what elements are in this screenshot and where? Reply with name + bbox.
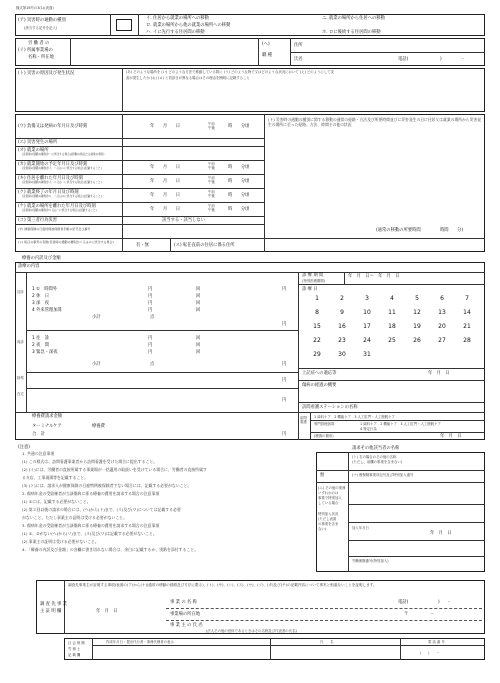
unit-points-a: 点 [150,315,155,320]
item-a-4: 4 外来管理加算 [32,308,62,313]
unit-yen-b2: 円 [148,343,153,348]
other-business-label-1: (ニ) その他の業務 [318,486,346,490]
employer-label-1: 労 働 者 の [28,41,50,46]
item-b-1: 1 往 診 [32,336,49,341]
insurance-field[interactable] [126,226,262,237]
unit-yen-right-5: 円 [282,398,287,403]
name-field[interactable] [312,54,392,65]
unit-yen-3: 円 [148,301,153,306]
visit-station-label: 訪問看護ステーションの名称 [302,405,358,410]
note-line-13: 4. 「療養の内訳及び金額」の各欄に書き切れない場合は、余白に記載するか、別紙を添付すること。 [22,547,199,552]
calendar-day-24[interactable]: 24 [363,337,371,344]
footer-col-a: 作成年月日・提出代行者・事務代理者の表示 [106,640,174,644]
phone-dash: - [462,57,464,62]
commute-option-ha: ハ. イに先行する住居間の移動 [146,30,205,35]
calendar-day-6[interactable]: 6 [440,295,444,302]
certify-date[interactable]: 年 月 日 [96,609,118,614]
certify-side-label-2: 主 証 明 欄 [40,609,62,614]
commute-type-label: (ア) 災害時の通勤の種別 [18,18,66,23]
cause-instruction-2: 害が発生したか (お) (ロ) と初診日が異なる場合はその理由を簡明に記載すること [126,76,250,80]
home-extra-label[interactable]: 4 特定行為 [360,427,377,431]
diag-period-label: 診 療 期 間 [302,273,324,278]
terminal-care-sublabel: 療養費 [92,424,105,429]
other-business-label-2: いずれかのは [318,491,339,495]
unit-times-b3: 回 [196,350,201,355]
start-hm[interactable]: 時 分頃 [228,165,250,170]
item-a-2: 2 休 日 [32,294,49,299]
note-line-8: (2) 第２回以後の請求の場合には、(ヘ)から(ト)まで、(リ)及び(ワ)については記載する必要 [22,507,181,512]
unit-yen-b3: 円 [148,350,153,355]
home-specialty-types[interactable]: 1 緑料ケア 2 機能ケア 3 人工肛門・人工膀胱ケア [360,422,441,426]
right-panel-title: 請求その他該当者の名称 [352,446,400,451]
unit-times-3: 回 [196,301,201,306]
none-option[interactable]: 無 [320,473,325,478]
calendar-day-27[interactable]: 27 [438,337,446,344]
form-number: 様式第16号の3(1)(表面) [16,6,54,10]
commute-type-input[interactable] [116,19,132,31]
site-label: (エ) 災害発生の場所 [18,140,58,145]
special-status-label-4: ない) [318,527,327,531]
insurance-label: (サ) 健康保険の日雇特例被保険者手帳の記号及び番号 [18,227,91,231]
special-status-label-2: (ただし表面 [318,517,337,521]
note-line-4: る支店、工事現場等を記載すること。 [22,475,89,480]
calendar-day-23[interactable]: 23 [338,337,346,344]
note-line-3: (2) (イ)には、労働者の直接所属する事業場が一括適用の取扱いを受けている場合に、労働者の直接所属す [22,467,207,472]
calendar-day-22[interactable]: 22 [313,337,321,344]
cause-label: (ト) 災害の原因及び発生状況 [18,71,75,76]
business-name-label: 事 業 の 名 称 [170,600,197,605]
injury-time-label: (ウ) 負傷又は発病の年月日及び時刻 [18,124,88,129]
business-phone-value[interactable]: ) - [438,600,450,605]
route-description-field[interactable] [268,138,482,226]
category-initial: 初診 [17,290,24,294]
calendar-day-4[interactable]: 4 [390,295,394,302]
terminal-care-label: ターミナルケア [32,424,62,429]
note-line-5: (3) (ト)には、請求人が健康保険の日雇特例被保険者でない場合には、記載する必要がないこと。 [22,483,192,488]
note-line-9: がないこと。ただし事業主の証明は受ける必要がないこと。 [22,515,128,520]
prior-address-label: (ス) 転任直前の住居に係る住所 [174,243,235,248]
calendar-day-13[interactable]: 13 [438,309,446,316]
special-insurance-no-label: 労働保険番号(特別加入) [352,559,389,563]
unit-yen-2: 円 [148,294,153,299]
normal-route-label: (通常の移動の所要時間 [376,228,421,233]
unit-yen-total: 円 [282,432,287,437]
calendar-day-17[interactable]: 17 [363,323,371,330]
other-business-label-4: している場合 [318,501,339,505]
leave-time-label: (キ) 住居を離れた年月日及び時刻 [18,176,83,181]
unit-times-b2: 回 [196,343,201,348]
end-time-hint: (災害時の通勤の種別がロ、ハ又はホに該当する場合は記載すること) [22,195,102,198]
leave-ampm[interactable]: 午前 午後 [208,176,215,184]
owner-name-label: 事 業 主 の 氏 名 [170,623,203,628]
injury-hm[interactable]: 時 分頃 [228,124,250,129]
injury-ampm[interactable]: 午前 午後 [208,122,215,130]
calendar-day-18[interactable]: 18 [388,323,396,330]
note-line-1: 1. 共通の注意事項 [22,451,55,456]
leave-work-label: (ケ) 就業の場所を離れた年月日及び時刻 [18,204,96,209]
calendar-day-12[interactable]: 12 [413,309,421,316]
unit-times-b1: 回 [196,336,201,341]
unit-times-4: 回 [196,308,201,313]
note-line-11: (1) ①、②がない(ヘ)から(リ)まで、(ヌ)及び(ワ)は記載する必要がないこと。 [22,531,157,536]
phone-label: 電話( [398,57,409,62]
calendar-day-16[interactable]: 16 [338,323,346,330]
footer-label-3: 記 載 欄 [68,653,81,657]
occupation-label: (ヘ) [262,42,270,47]
footer-col-c: 電 話 番 号 [428,640,445,644]
note-line-7: (1) ①には、記載する必要がないこと。 [22,499,91,504]
commute-option-ho: ホ. ロに後続する住居間の移動 [322,30,381,35]
owner-name-hint: (法人その他の団体であるときはその名称及び代表者の氏名) [206,629,297,633]
calendar-day-26[interactable]: 26 [413,337,421,344]
certify-block [36,580,485,634]
note-line-6: 2. 傷病年金の受給権者が当該傷病に係る療養の費用を請求する場合の注意事項 [22,491,160,496]
fee-claim-label: 療養費請求金額 [32,414,63,419]
certify-side-label-1: 調 査 先 事 業 [40,602,67,607]
commute-type-hint: (該当する記号を記入) [24,26,58,30]
total-label: 合 計 [32,432,45,437]
work-place-label: (オ) 就業の場所 [18,148,49,153]
name-label: 氏名 [294,57,303,62]
employer-name-address-field[interactable] [74,40,256,64]
occupation-sublabel: 職 種 [262,53,272,58]
cause-description-field[interactable] [126,82,482,110]
end-ampm[interactable]: 午前 午後 [208,190,215,198]
leave-date[interactable]: 年 月 日 [150,179,181,184]
end-time-label: (ク) 就業終了の年月日及び時刻 [18,190,79,195]
work-place-hint: (災害時の通勤の種別がハに該当する場合は移動の終点たる就業の場所) [22,153,105,156]
note-line-10: 3. 傷病年金の受給権者が当該傷病に係る療養の費用を請求する場合の注意事項 [22,523,160,528]
other-name-label: (ト) 右の場合のその他の名称 [352,455,397,459]
item-a-1: 1 ① 時間外 [32,287,58,292]
business-phone-label: 電話( [398,600,409,605]
calendar-day-10[interactable]: 10 [363,309,371,316]
employer-label-3: 名称・所在地 [28,55,54,60]
item-b-subtotal: 小計 [92,362,101,367]
address-label: 住所 [294,43,303,48]
special-status-label-1: 特別加入状況 [318,512,339,516]
transfer-choice[interactable]: 有・無 [136,243,149,248]
leave-work-ampm[interactable]: 午前 午後 [208,204,215,212]
postal-label: 〒 [404,612,409,617]
unit-yen-1: 円 [148,287,153,292]
unit-times-1: 回 [196,287,201,292]
third-party-choice[interactable]: 該当する・該当しない [162,218,205,223]
footer-label-2: 労 務 士 [68,647,81,651]
calendar-day-30[interactable]: 30 [338,351,346,358]
medical-subtitle: 診療の内容 [18,264,40,269]
footer-label-1: 社 会 保 険 [68,641,85,645]
other-name-hint: (ただし、前欄の事業を含まない) [352,460,403,464]
other-business-label-3: 事業で特別加入 [318,496,342,500]
normal-route-duration[interactable]: 時間 分) [440,228,464,233]
transfer-label: (シ) 転任の事実の有無(災害時の通勤の種別がニ又はホに該当する場合) [18,240,114,244]
medical-block [15,262,485,440]
commute-option-ro: ロ. 就業の場所から他の就業の場所への移動 [146,23,231,28]
postal-value[interactable]: － [430,612,435,617]
address-field[interactable] [312,40,482,51]
employer-label-2: (イ) 所属事業場の [18,48,53,53]
unit-yen-4: 円 [148,308,153,313]
injury-date[interactable]: 年 月 日 [150,124,181,129]
footer-col-b: 氏 名 [320,640,334,644]
unit-yen-right-1: 円 [282,287,287,292]
home-specialty-label: 専門管理加算 [314,422,335,426]
unit-yen-right-2: 円 [282,322,287,327]
outcome-date[interactable]: 年 月 日 [428,371,450,376]
home-fee-note: (療養の費用) [314,434,334,438]
leave-hm[interactable]: 時 分頃 [228,179,250,184]
calendar-day-21[interactable]: 21 [463,323,471,330]
insurance-code-label: (ナ) 療保険事業所記号及び特別加入番号 [352,473,414,477]
diag-period-range[interactable]: 年 月 日～ 年 月 日 [348,274,400,279]
item-b-2: 2 夜 間 [32,343,49,348]
leave-work-hm[interactable]: 時 分頃 [228,207,250,212]
start-time-label: (カ) 就業開始の予定年月日及び時刻 [18,162,88,167]
diagnosis-summary-label: 傷病の経過の概要 [302,383,337,388]
join-date-label: 加入年月日 [352,526,369,530]
diag-period-sublabel: (特別医療期間) [302,279,325,283]
leave-time-hint: (災害時の通勤の種別がイ、ニ又はハに該当する場合は記載すること) [22,181,102,184]
note-line-2: (1) この様式は、訪問看護事業者から訪問看護を受けた場合に提出すること。 [22,459,158,464]
calendar-day-14[interactable]: 14 [463,309,471,316]
calendar-day-29[interactable]: 29 [313,351,321,358]
calendar-day-5[interactable]: 5 [415,295,419,302]
calendar-day-20[interactable]: 20 [438,323,446,330]
phone-paren: ) [440,57,442,62]
outcome-label: 上記症への適応等 [302,371,337,376]
commute-type-box [15,14,485,36]
calendar-day-7[interactable]: 7 [465,295,469,302]
note-line-12: (2) 事業主の証明は受ける必要がないこと。 [22,539,99,544]
certify-statement: 調査先事業主が証明する事項(表面の(ア)から(ケ)(通常の移動の経路及び方法に限る)、(ト)、(サ)、(シ)、(ス)、(セ)、(ソ)、(タ)及び(チ)の記載内容について事実と相違ないことを証明します。 [68,583,377,587]
calendar-day-8[interactable]: 8 [315,309,319,316]
start-time-hint: (災害時の通勤の種別がイ、ハ又はニに該当する場合は記載すること) [22,167,102,170]
calendar-day-31[interactable]: 31 [363,351,371,358]
medical-section-title: 療養の内訳及び金額 [22,256,61,261]
calendar-day-2[interactable]: 2 [340,295,344,302]
start-ampm[interactable]: 午前 午後 [208,162,215,170]
calendar-day-25[interactable]: 25 [388,337,396,344]
calendar-day-28[interactable]: 28 [463,337,471,344]
commute-option-ni: ニ. 就業の場所から住居への移動 [322,16,385,21]
unit-times-2: 回 [196,294,201,299]
home-fee-date[interactable]: 年 月 日 [440,434,462,439]
category-home: 在宅 [17,392,24,396]
calendar-day-11[interactable]: 11 [388,309,396,316]
unit-yen-b1: 円 [148,336,153,341]
item-a-subtotal: 小計 [92,315,101,320]
unit-yen-right-4: 円 [282,378,287,383]
business-address-label: 事業場の所在地 [170,612,201,617]
cause-instruction-1: (あ) どのような場所を (い) どのような方法で移動している際に (う) どのような物で又はどのような状況において (え) どのようにして災 [126,70,334,74]
calendar-day-19[interactable]: 19 [413,323,421,330]
unit-points-b: 点 [150,362,155,367]
calendar-day-1[interactable]: 1 [315,295,319,302]
item-b-3: 3 緊急・深夜 [32,350,58,355]
third-party-label: (コ) 第三者行為災害 [18,218,58,223]
end-hm[interactable]: 時 分頃 [228,193,250,198]
route-label: (ト) 災害時の通勤の種別に関する移動の通常の経路・方法及び所要時間並びに災害発生の日に住居又は就業の場所から災害発生の場所に至った経路、方法、時間その他の状況 [268,117,481,127]
item-a-3: 3 深 夜 [32,301,49,306]
start-date[interactable]: 年 月 日 [150,165,181,170]
category-guidance: 指導 [17,376,24,380]
join-date-value[interactable]: 年 月 日 [430,531,452,536]
commute-option-i: イ. 住居から就業の場所への移動 [146,16,209,21]
unit-yen-right-3: 円 [282,362,287,367]
leave-work-date[interactable]: 年 月 日 [150,207,181,212]
calendar-day-9[interactable]: 9 [340,309,344,316]
calendar-day-15[interactable]: 15 [313,323,321,330]
diag-days-label: 診 療 日 [302,287,318,292]
footer-phone-value[interactable]: ( ) － [420,651,440,655]
end-date[interactable]: 年 月 日 [150,193,181,198]
calendar-day-3[interactable]: 3 [365,295,369,302]
category-revisit: 再診 [17,340,24,344]
home-care-vertical-label: 訪問看護 [300,416,307,425]
special-status-label-3: の事業を含ま [318,522,339,526]
notes-header: (注意) [18,445,30,450]
leave-work-hint: (災害時の通勤の種別がロ又はハに該当する場合は記載すること) [22,209,97,212]
home-care-types[interactable]: 1 緑料ケア 2 機能ケア 3 人工肛門・人工膀胱ケア [314,415,395,419]
